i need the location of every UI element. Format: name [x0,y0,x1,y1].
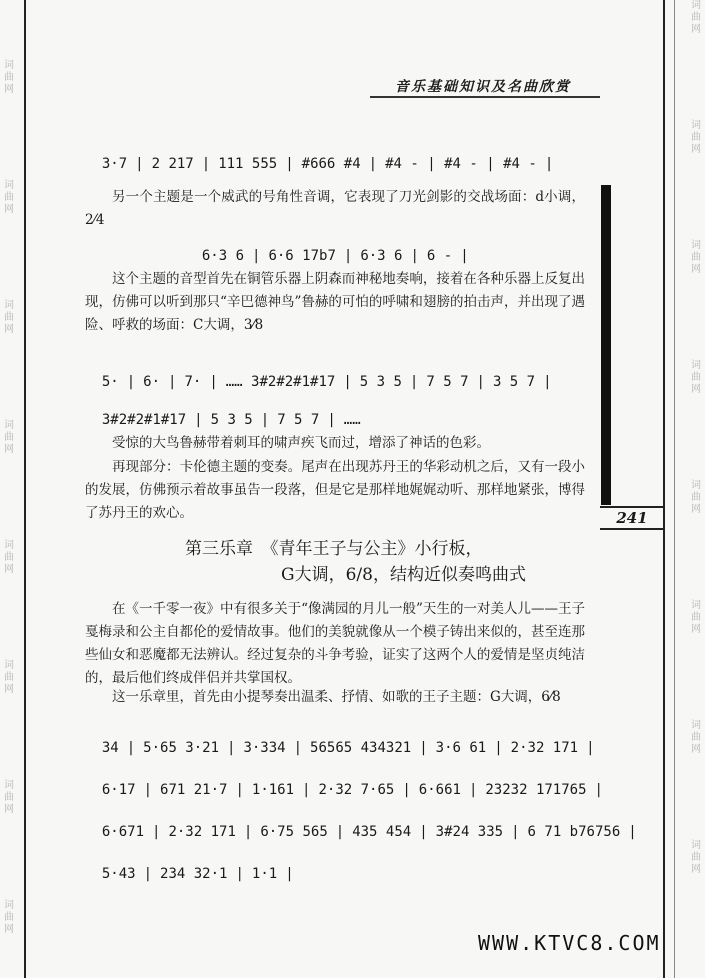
paragraph: 再现部分：卡伦德主题的变奏。尾声在出现苏丹王的华彩动机之后，又有一段小的发展，仿佛预示着故事虽告一段落，但是它是那样地娓娓动听、那样地紧张，博得了苏丹王的欢心。 [85,459,585,521]
watermark: 词 曲 网 [691,600,701,635]
notation-row: 6·17 | 671 21·7 | 1·161 | 2·32 7·65 | 6·661 | 23232 171765 | [101,782,603,798]
right-margin-line-thin [674,0,675,978]
watermark: 词 曲 网 [4,780,14,815]
notation-row: 3·7 | 2 217 | 111 555 | #666 #4 | #4 - | #4 - | #4 - | [101,156,554,172]
watermark: 词 曲 网 [4,300,14,335]
watermark: 词 曲 网 [691,120,701,155]
right-margin-line [663,0,665,978]
watermark: 词 曲 网 [691,840,701,875]
notation-row: 34 | 5·65 3·21 | 3·334 | 56565 434321 | 3·6 61 | 2·32 171 | [101,740,595,756]
watermark: 词 曲 网 [691,480,701,515]
watermark: 词 曲 网 [4,900,14,935]
site-watermark: WWW.KTVC8.COM [478,931,661,955]
notation-row: 6·3 6 | 6·6 17b7 | 6·3 6 | 6 - | [201,248,469,264]
watermark: 词 曲 网 [4,180,14,215]
header-rule [370,96,600,98]
paragraph: 在《一千零一夜》中有很多关于“像满园的月儿一般”天生的一对美人儿——王子戛梅录和公主自都伦的爱情故事。他们的美貌就像从一个模子铸出来似的，甚至连那些仙女和恶魔都无法辨认。经过复杂的斗争考验，证实了这两个人的爱情是坚贞纯洁的，最后他们终成伴侣并共掌国权。 [85,601,585,686]
watermark: 词 曲 网 [4,660,14,695]
left-margin-line [24,0,26,978]
paragraph: 这个主题的音型首先在铜管乐器上阴森而神秘地奏响，接着在各种乐器上反复出现，仿佛可以听到那只“辛巴德神鸟”鲁赫的可怕的呼啸和翅膀的拍击声，并出现了遇险、呼救的场面：C大调，3⁄8 [85,271,585,333]
watermark: 词 曲 网 [691,720,701,755]
watermark: 词 曲 网 [4,60,14,95]
edge-band [601,185,611,505]
notation-row: 6·671 | 2·32 171 | 6·75 565 | 435 454 | 3#24 335 | 6 71 b76756 | [101,824,637,840]
watermark: 词 曲 网 [691,240,701,275]
page-number: 241 [600,506,664,530]
watermark: 词 曲 网 [4,540,14,575]
right-watermark-strip [687,0,705,978]
notation-row: 5·43 | 234 32·1 | 1·1 | [101,866,294,882]
left-watermark-strip [0,0,18,978]
paragraph: 受惊的大鸟鲁赫带着刺耳的啸声疾飞而过，增添了神话的色彩。 [112,435,490,451]
running-header: 音乐基础知识及名曲欣赏 [395,79,571,95]
notation-row: 3#2#2#1#17 | 5 3 5 | 7 5 7 | …… [101,412,361,428]
paragraph: 另一个主题是一个威武的号角性音调，它表现了刀光剑影的交战场面：d小调，2⁄4 [85,189,585,228]
notation-row: 5· | 6· | 7· | …… 3#2#2#1#17 | 5 3 5 | 7 5 7 | 3 5 7 | [101,374,552,390]
watermark: 词 曲 网 [4,420,14,455]
watermark: 词 曲 网 [691,0,701,35]
paragraph: 这一乐章里，首先由小提琴奏出温柔、抒情、如歌的王子主题：G大调，6⁄8 [112,689,561,705]
section-heading: 第三乐章 《青年王子与公主》小行板， G大调，6/8，结构近似奏鸣曲式 [185,539,526,585]
watermark: 词 曲 网 [691,360,701,395]
